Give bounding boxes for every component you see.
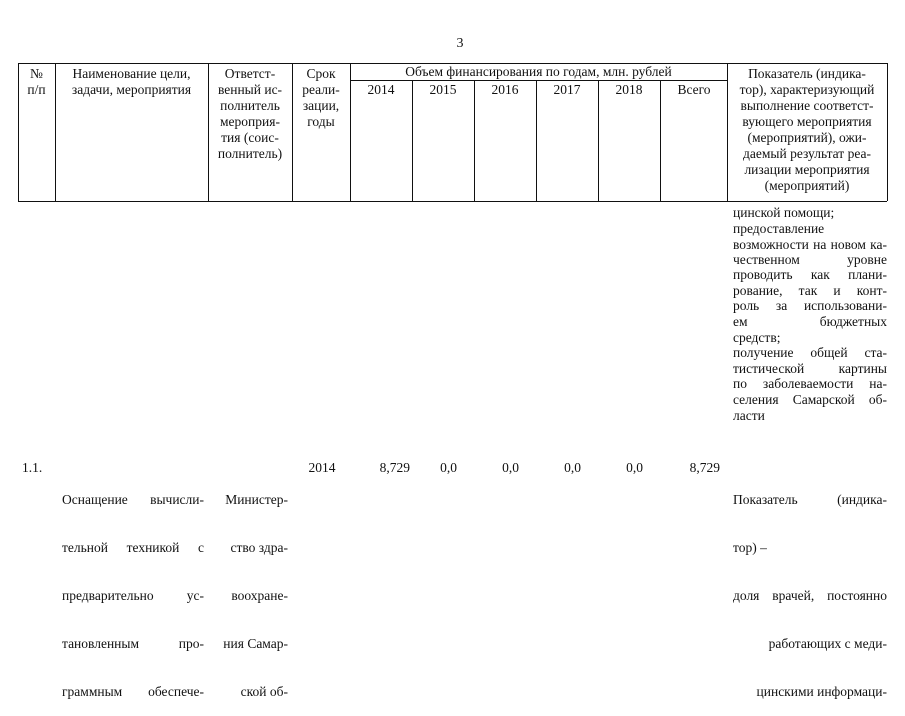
row-responsible-line: ния Самар-	[223, 636, 288, 651]
header-year: 2017	[553, 82, 581, 97]
indicator-line: предоставление возможности на новом ка-	[733, 220, 887, 252]
value-total: 8,729	[689, 460, 720, 475]
value-2018: 0,0	[626, 460, 643, 475]
row-name-line: тельной техникой с	[62, 540, 204, 555]
col-border	[598, 80, 599, 201]
row-name-line: граммным обеспече-	[62, 684, 204, 699]
row-name-line: Оснащение вычисли-	[62, 492, 204, 507]
indicator-line: тистической картины	[733, 360, 887, 376]
row-indicator	[733, 460, 887, 716]
row-indicator-line: цинскими информаци-	[756, 684, 887, 699]
row-responsible-line: Министер-	[225, 492, 288, 507]
value-2016: 0,0	[502, 460, 519, 475]
indicator-line: ласти	[733, 407, 765, 423]
indicator-line: средств;	[733, 329, 781, 345]
row-name	[62, 460, 204, 716]
header-year: 2016	[491, 82, 519, 97]
row-indicator-line: Показатель (индика-	[733, 492, 887, 507]
col-border	[887, 63, 888, 201]
indicator-line: получение общей ста-	[733, 345, 887, 361]
row-term: 2014	[308, 460, 336, 475]
financing-subheader-border	[350, 80, 727, 81]
indicator-line: ем бюджетных	[733, 313, 887, 329]
header-total: Всего	[677, 82, 711, 97]
indicator-line: проводить как плани-	[733, 267, 887, 283]
col-border	[536, 80, 537, 201]
header-number: № п/п	[27, 66, 46, 97]
value-2014: 8,729	[379, 460, 410, 475]
value-2015: 0,0	[440, 460, 457, 475]
indicator-continuation	[733, 205, 887, 423]
header-year: 2014	[367, 82, 395, 97]
row-name-line: предварительно ус-	[62, 588, 204, 603]
header-year: 2015	[429, 82, 457, 97]
row-responsible-line: ской об-	[240, 684, 288, 699]
indicator-line: чественном уровне	[733, 251, 887, 267]
header-term: Срок реали- зации, годы	[302, 66, 340, 129]
indicator-line: селения Самарской об-	[733, 391, 887, 407]
row-responsible-line: воохране-	[231, 588, 288, 603]
table-header	[0, 0, 905, 210]
row-number: 1.1.	[22, 460, 43, 475]
indicator-line: рование, так и конт-	[733, 282, 887, 298]
row-indicator-line: работающих с меди-	[768, 636, 887, 651]
col-border	[660, 80, 661, 201]
col-border	[474, 80, 475, 201]
header-responsible: Ответст- венный ис- полнитель мероприя- тия (соис- полнитель)	[217, 66, 283, 161]
row-responsible	[214, 460, 288, 716]
header-bottom-border	[18, 201, 887, 202]
indicator-line: по заболеваемости на-	[733, 376, 887, 392]
header-financing: Объем финансирования по годам, млн. рублей	[405, 64, 672, 79]
indicator-line: цинской помощи;	[733, 205, 835, 220]
row-responsible-line: ство здра-	[230, 540, 288, 555]
header-year: 2018	[615, 82, 643, 97]
row-name-line: тановленным про-	[62, 636, 204, 651]
value-2017: 0,0	[564, 460, 581, 475]
row-indicator-line: тор) –	[733, 540, 767, 555]
indicator-line: роль за использовани-	[733, 298, 887, 314]
col-border	[412, 80, 413, 201]
header-name: Наименование цели, задачи, мероприятия	[71, 66, 192, 97]
page-number: 3	[456, 36, 464, 51]
row-indicator-line: доля врачей, постоянно	[733, 588, 887, 603]
header-indicator: Показатель (индика- тор), характеризующий выполнение соответст- вующего мероприятия (мероприятий), ожи- даемый результат реа- лизации мероприятия (мероприятий)	[739, 66, 875, 193]
